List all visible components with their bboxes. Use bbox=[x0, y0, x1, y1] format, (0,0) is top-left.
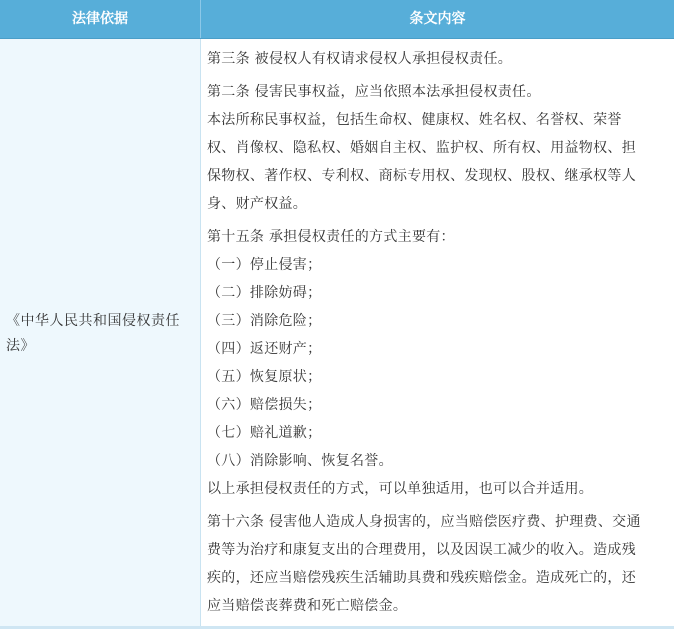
content-line: （一）停止侵害； bbox=[207, 257, 322, 273]
law-name: 《中华人民共和国侵权责任法》 bbox=[6, 313, 180, 354]
content-line: 以上承担侵权责任的方式，可以单独适用，也可以合并适用。 bbox=[207, 481, 594, 497]
content-line: 疾的，还应当赔偿残疾生活辅助具费和残疾赔偿金。造成死亡的，还 bbox=[207, 570, 636, 586]
content-line: （四）返还财产； bbox=[207, 341, 322, 357]
content-line: （八）消除影响、恢复名誉。 bbox=[207, 453, 393, 469]
content-line: 身、财产权益。 bbox=[207, 196, 308, 212]
content-line: 第三条 被侵权人有权请求侵权人承担侵权责任。 bbox=[207, 51, 513, 67]
header-law-basis: 法律依据 bbox=[72, 11, 128, 27]
content-line: （二）排除妨碍； bbox=[207, 285, 322, 301]
content-line: 第十六条 侵害他人造成人身损害的，应当赔偿医疗费、护理费、交通 bbox=[207, 514, 641, 530]
table-header bbox=[0, 0, 674, 39]
content-line: 第十五条 承担侵权责任的方式主要有： bbox=[207, 229, 455, 245]
content-line: 费等为治疗和康复支出的合理费用，以及因误工减少的收入。造成残 bbox=[207, 542, 636, 558]
content-line: （五）恢复原状； bbox=[207, 369, 322, 385]
content-line: 权、肖像权、隐私权、婚姻自主权、监护权、所有权、用益物权、担 bbox=[207, 140, 636, 156]
content-line: （三）消除危险； bbox=[207, 313, 322, 329]
content-line: 第二条 侵害民事权益，应当依照本法承担侵权责任。 bbox=[207, 84, 541, 100]
content-line: 保物权、著作权、专利权、商标专用权、发现权、股权、继承权等人 bbox=[207, 168, 636, 184]
header-article-content: 条文内容 bbox=[409, 11, 466, 27]
content-line: 应当赔偿丧葬费和死亡赔偿金。 bbox=[207, 598, 408, 614]
content-line: 本法所称民事权益，包括生命权、健康权、姓名权、名誉权、荣誉 bbox=[207, 112, 622, 128]
content-line: （六）赔偿损失； bbox=[207, 397, 322, 413]
content-line: （七）赔礼道歉； bbox=[207, 425, 322, 441]
